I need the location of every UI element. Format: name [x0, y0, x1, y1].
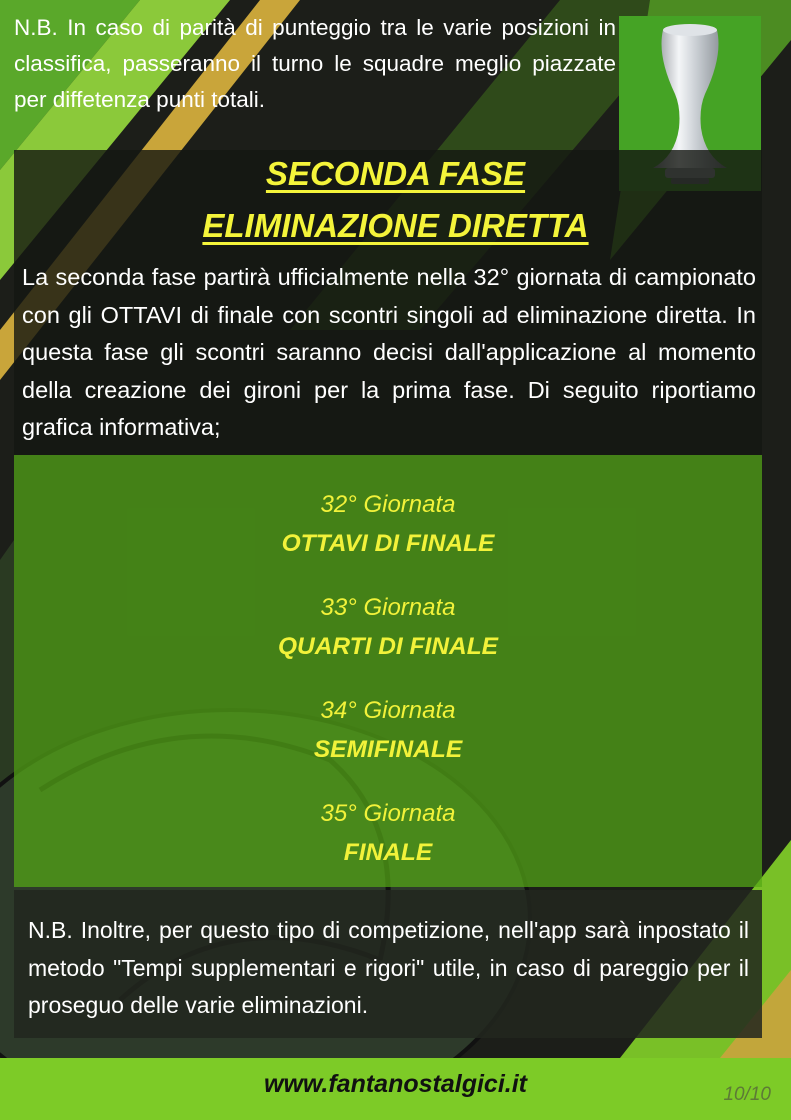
bottom-note: N.B. Inoltre, per questo tipo di competizione, nell'app sarà inpostato il metodo "Tempi supplementari e rigori" utile, in caso di pareggio per il proseguo delle varie eliminazioni.: [28, 917, 749, 1018]
round-phase: SEMIFINALE: [313, 736, 463, 763]
round-item: [14, 696, 762, 765]
round-item: [14, 490, 762, 559]
round-phase: QUARTI DI FINALE: [277, 633, 499, 660]
round-day: 35° Giornata: [320, 800, 456, 827]
round-day: 33° Giornata: [320, 594, 456, 621]
round-item: [14, 799, 762, 868]
section-title: SECONDA FASE: [265, 155, 526, 192]
website-link[interactable]: www.fantanostalgici.it: [264, 1070, 527, 1098]
top-note: N.B. In caso di parità di punteggio tra le varie posizioni in classifica, passeranno il turno le squadre meglio piazzate per diffetenza punti totali.: [14, 15, 616, 112]
round-item: [14, 593, 762, 662]
round-phase: FINALE: [343, 839, 433, 866]
round-day: 32° Giornata: [320, 491, 456, 518]
page-number: 10/10: [723, 1084, 771, 1105]
round-day: 34° Giornata: [320, 697, 456, 724]
section-subtitle: ELIMINAZIONE DIRETTA: [202, 207, 589, 244]
intro-paragraph: La seconda fase partirà ufficialmente nella 32° giornata di campionato con gli OTTAVI di finale con scontri singoli ad eliminazione diretta. In questa fase gli scontri saranno decisi dall'applicazione al momento della creazione dei gironi per la prima fase. Di seguito riportiamo grafica informativa;: [22, 264, 756, 440]
round-phase: OTTAVI DI FINALE: [281, 530, 495, 557]
